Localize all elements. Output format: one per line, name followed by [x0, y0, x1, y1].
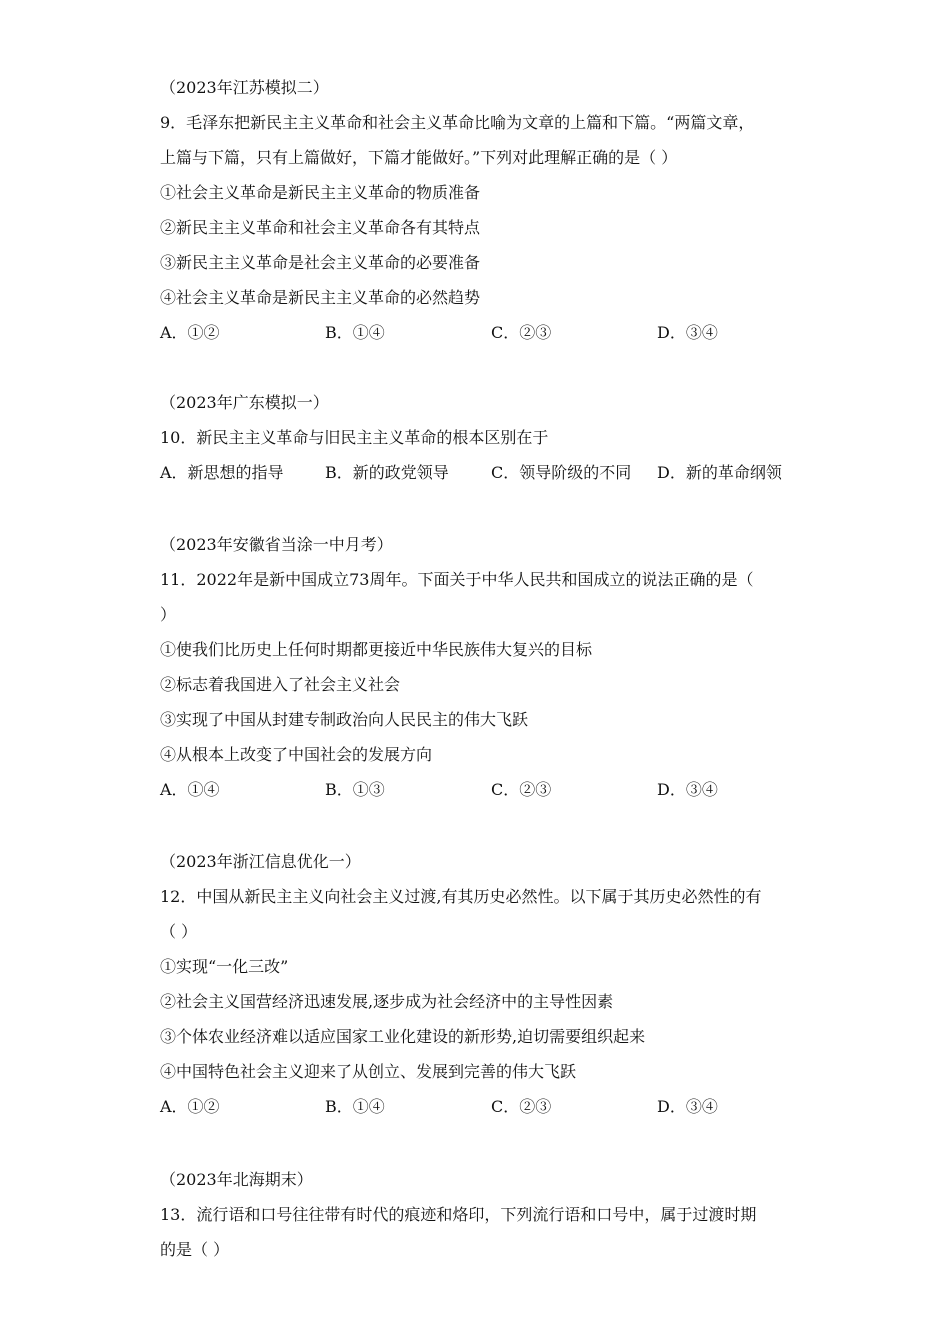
question-9-option-d: D．③④: [657, 323, 718, 342]
question-11-source: （2023年安徽省当涂一中月考）: [160, 535, 393, 554]
question-11-statement-1: ①使我们比历史上任何时期都更接近中华民族伟大复兴的目标: [160, 640, 593, 659]
question-11-statement-2: ②标志着我国进入了社会主义社会: [160, 675, 401, 694]
question-10-option-d: D．新的革命纲领: [657, 463, 782, 482]
question-11-stem-line-1: 11．2022年是新中国成立73周年。下面关于中华人民共和国成立的说法正确的是（: [160, 570, 754, 589]
question-12-stem-line-2: （ ）: [160, 922, 198, 941]
question-9-option-c: C．②③: [491, 323, 552, 342]
question-9-source: （2023年江苏模拟二）: [160, 78, 329, 97]
question-12-options: [160, 1097, 840, 1117]
question-11-option-c: C．②③: [491, 780, 552, 799]
question-12-stem-line-1: 12．中国从新民主主义向社会主义过渡,有其历史必然性。以下属于其历史必然性的有: [160, 887, 762, 906]
question-10-option-c: C．领导阶级的不同: [491, 463, 632, 482]
question-11-option-a: A．①④: [160, 780, 220, 799]
question-13-stem-line-2: 的是（ ）: [160, 1240, 230, 1259]
question-10-option-a: A．新思想的指导: [160, 463, 284, 482]
question-10-stem-line-1: 10．新民主主义革命与旧民主主义革命的根本区别在于: [160, 428, 549, 447]
question-11-option-b: B．①③: [325, 780, 385, 799]
question-12-option-b: B．①④: [325, 1097, 385, 1116]
question-12-option-c: C．②③: [491, 1097, 552, 1116]
question-9-option-b: B．①④: [325, 323, 385, 342]
question-13-source: （2023年北海期末）: [160, 1170, 313, 1189]
question-12-statement-4: ④中国特色社会主义迎来了从创立、发展到完善的伟大飞跃: [160, 1062, 577, 1081]
question-10-options: [160, 463, 840, 483]
question-12-option-d: D．③④: [657, 1097, 718, 1116]
question-11-stem-line-2: ）: [160, 605, 177, 624]
question-12-statement-2: ②社会主义国营经济迅速发展,逐步成为社会经济中的主导性因素: [160, 992, 614, 1011]
question-11-options: [160, 780, 840, 800]
question-9-options: [160, 323, 840, 343]
question-12-source: （2023年浙江信息优化一）: [160, 852, 361, 871]
question-12-option-a: A．①②: [160, 1097, 220, 1116]
question-10-source: （2023年广东模拟一）: [160, 393, 329, 412]
question-11-statement-4: ④从根本上改变了中国社会的发展方向: [160, 745, 433, 764]
question-12-statement-3: ③个体农业经济难以适应国家工业化建设的新形势,迫切需要组织起来: [160, 1027, 646, 1046]
question-12-statement-1: ①实现“一化三改”: [160, 957, 289, 976]
question-10-option-b: B．新的政党领导: [325, 463, 449, 482]
question-13-stem-line-1: 13．流行语和口号往往带有时代的痕迹和烙印，下列流行语和口号中，属于过渡时期: [160, 1205, 757, 1224]
question-9-statement-4: ④社会主义革命是新民主主义革命的必然趋势: [160, 288, 481, 307]
question-9-option-a: A．①②: [160, 323, 220, 342]
question-9-statement-2: ②新民主主义革命和社会主义革命各有其特点: [160, 218, 481, 237]
question-9-stem-line-1: 9．毛泽东把新民主主义革命和社会主义革命比喻为文章的上篇和下篇。“两篇文章，: [160, 113, 755, 132]
question-11-option-d: D．③④: [657, 780, 718, 799]
question-9-stem-line-2: 上篇与下篇，只有上篇做好，下篇才能做好。”下列对此理解正确的是（ ）: [160, 148, 678, 167]
question-9-statement-1: ①社会主义革命是新民主主义革命的物质准备: [160, 183, 481, 202]
question-9-statement-3: ③新民主主义革命是社会主义革命的必要准备: [160, 253, 481, 272]
question-11-statement-3: ③实现了中国从封建专制政治向人民民主的伟大飞跃: [160, 710, 529, 729]
